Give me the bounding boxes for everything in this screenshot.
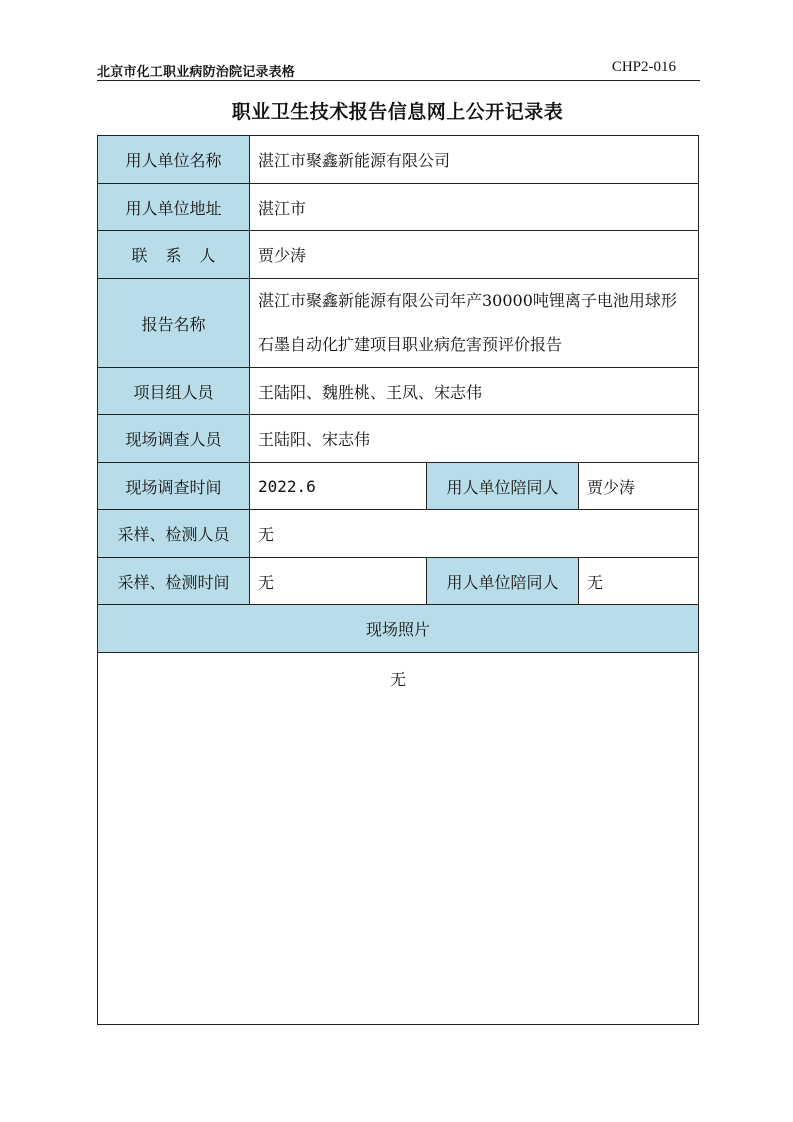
row-project-team	[98, 368, 699, 415]
site-investigators-value: 王陆阳、宋志伟	[250, 415, 699, 463]
row-contact	[98, 231, 699, 279]
contact-label: 联系人	[131, 246, 234, 265]
site-investigators-label: 现场调查人员	[98, 415, 250, 463]
employer-address-label: 用人单位地址	[98, 184, 250, 231]
row-site-investigators	[98, 415, 699, 463]
row-report-name	[98, 279, 699, 368]
contact-label-cell	[98, 231, 250, 279]
employer-name-label: 用人单位名称	[98, 136, 250, 184]
sampling-staff-label: 采样、检测人员	[98, 510, 250, 558]
site-photos-area	[98, 653, 699, 1025]
form-code: CHP2-016	[611, 59, 676, 75]
investigation-escort-value: 贾少涛	[579, 463, 699, 510]
row-employer-name	[98, 136, 699, 184]
row-photos-content	[98, 653, 699, 1025]
project-team-label: 项目组人员	[98, 368, 250, 415]
sampling-time-label: 采样、检测时间	[98, 558, 250, 605]
document-header	[97, 58, 700, 81]
site-photos-value: 无	[390, 670, 407, 689]
sampling-staff-value: 无	[250, 510, 699, 558]
sampling-escort-label: 用人单位陪同人	[427, 558, 579, 605]
row-site-investigation-time	[98, 463, 699, 510]
sampling-time-value: 无	[250, 558, 427, 605]
site-photos-label: 现场照片	[98, 605, 699, 653]
row-employer-address	[98, 184, 699, 231]
employer-address-value: 湛江市	[250, 184, 699, 231]
site-investigation-time-value: 2022.6	[250, 463, 427, 510]
document-title: 职业卫生技术报告信息网上公开记录表	[231, 101, 564, 123]
contact-value: 贾少涛	[250, 231, 699, 279]
sampling-escort-value: 无	[579, 558, 699, 605]
report-name-label: 报告名称	[98, 279, 250, 368]
project-team-value: 王陆阳、魏胜桃、王凤、宋志伟	[250, 368, 699, 415]
report-name-value: 湛江市聚鑫新能源有限公司年产30000吨锂离子电池用球形石墨自动化扩建项目职业病危害预评价报告	[250, 279, 699, 368]
record-form-table	[97, 135, 699, 1025]
header-organization: 北京市化工职业病防治院记录表格	[97, 65, 296, 80]
employer-name-value: 湛江市聚鑫新能源有限公司	[250, 136, 699, 184]
investigation-escort-label: 用人单位陪同人	[427, 463, 579, 510]
site-investigation-time-label: 现场调查时间	[98, 463, 250, 510]
row-photos-header	[98, 605, 699, 653]
row-sampling-staff	[98, 510, 699, 558]
row-sampling-time	[98, 558, 699, 605]
